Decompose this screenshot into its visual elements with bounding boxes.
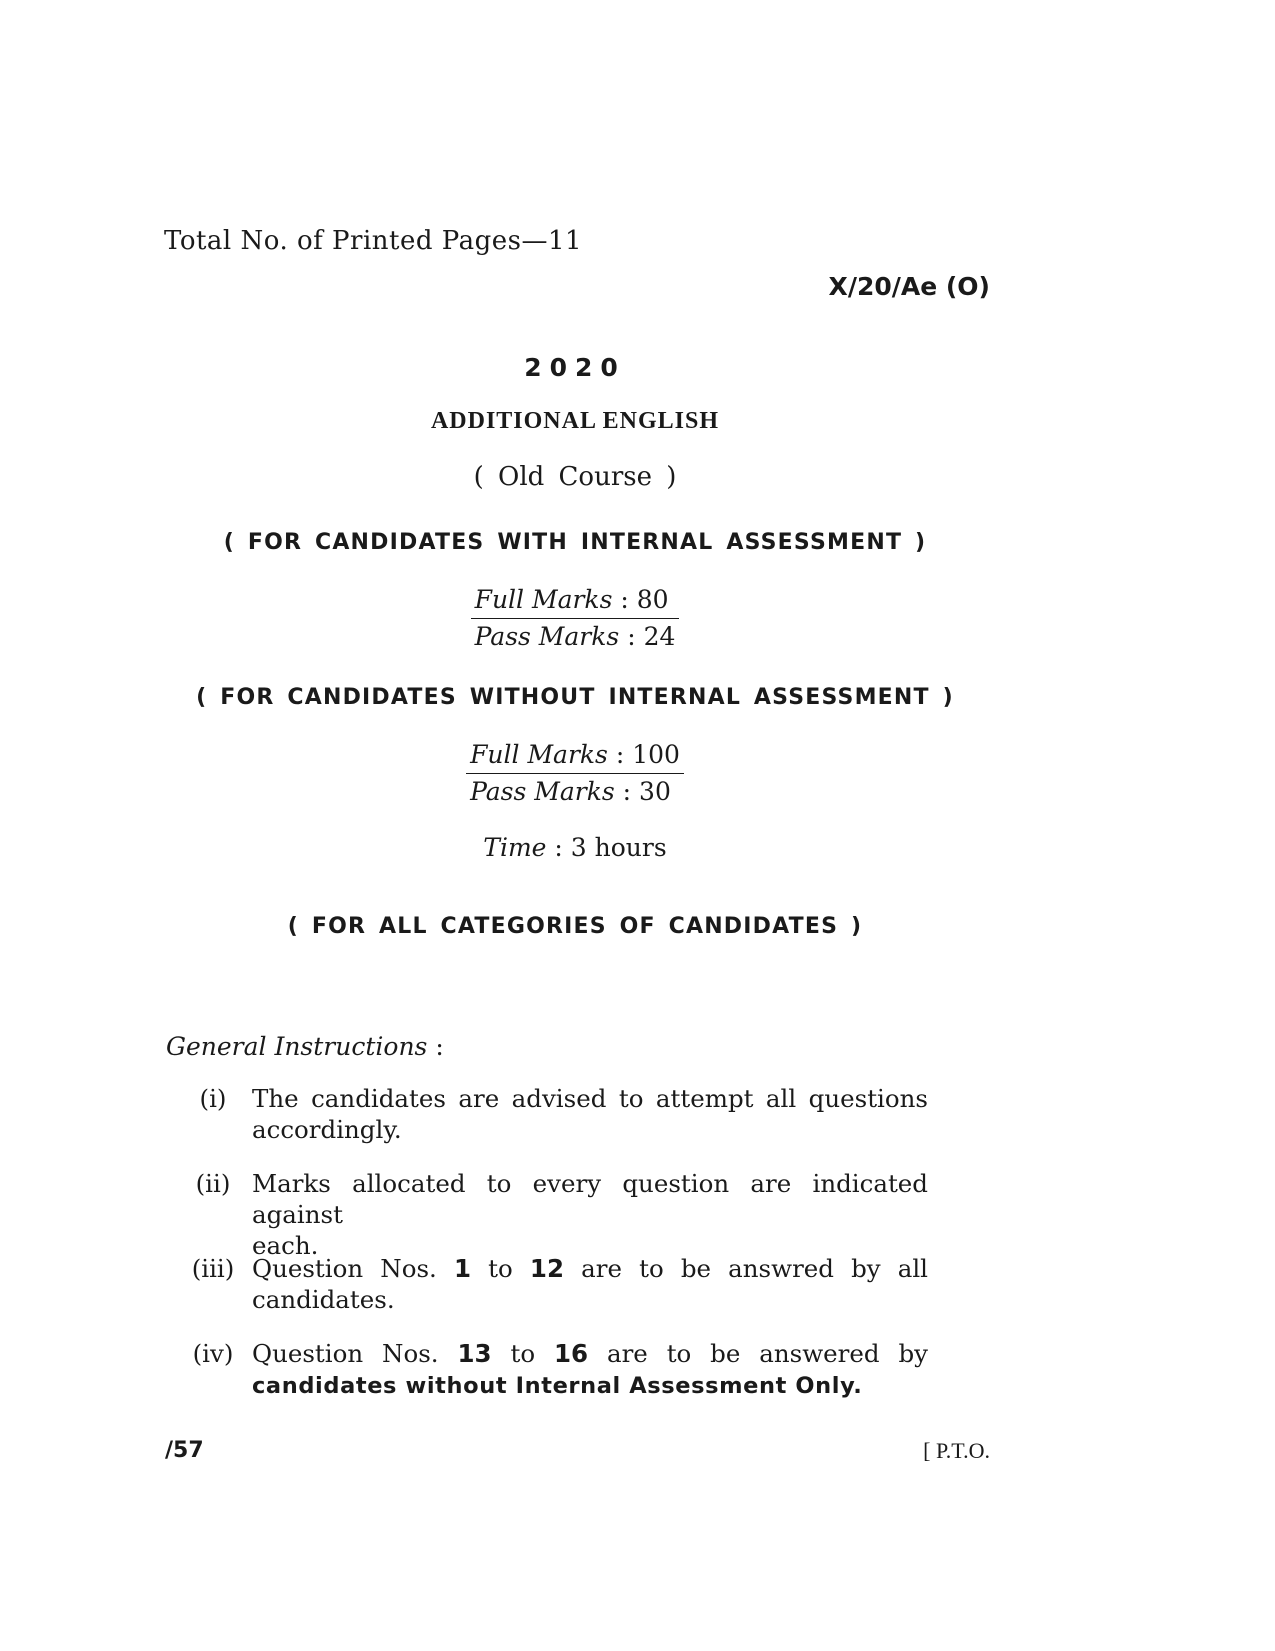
full-marks-label: Full Marks [470, 740, 608, 769]
full-marks-row [466, 737, 684, 774]
general-instructions-heading [166, 1032, 444, 1061]
instruction-number: (iii) [191, 1254, 235, 1283]
instruction-item [188, 1253, 928, 1315]
marks-without-ia [0, 737, 1150, 810]
instruction-text-line2: candidates without Internal Assessment Only. [252, 1373, 863, 1399]
pto-marker: [ P.T.O. [923, 1438, 990, 1463]
instruction-number: (i) [199, 1084, 227, 1113]
pass-marks-row [466, 774, 684, 810]
instruction-text-line1: Marks allocated to every question are indicated against [252, 1169, 928, 1229]
category-without-ia-heading: ( FOR CANDIDATES WITHOUT INTERNAL ASSESSMENT ) [196, 685, 954, 710]
instruction-mid: to [488, 1254, 513, 1283]
pass-marks-label: Pass Marks [470, 777, 615, 806]
category-all-heading: ( FOR ALL CATEGORIES OF CANDIDATES ) [287, 914, 863, 939]
full-marks-value: : 80 [620, 585, 669, 614]
instruction-text-line1 [252, 1253, 928, 1284]
instruction-pre: Question Nos. [252, 1254, 437, 1283]
full-marks-label: Full Marks [474, 585, 613, 614]
pass-marks-label: Pass Marks [474, 622, 620, 651]
time-allowed [0, 833, 1150, 862]
paper-code: X/20/Ae (O) [828, 272, 990, 301]
full-marks-row [471, 582, 680, 619]
instruction-mid: to [510, 1339, 536, 1368]
total-printed-pages: Total No. of Printed Pages—11 [164, 226, 583, 256]
instruction-post: are to be answered by [606, 1339, 928, 1368]
time-value: : 3 hours [554, 833, 667, 862]
category-with-ia-heading: ( FOR CANDIDATES WITH INTERNAL ASSESSMENT ) [223, 530, 927, 555]
question-number-start: 13 [457, 1339, 492, 1368]
instruction-item [188, 1083, 928, 1145]
pass-marks-value: : 30 [622, 777, 671, 806]
time-label: Time [483, 833, 547, 862]
instruction-text-line1 [252, 1338, 928, 1369]
pass-marks-row [471, 619, 680, 655]
pass-marks-value: : 24 [627, 622, 676, 651]
subject-title: ADDITIONAL ENGLISH [430, 408, 720, 434]
general-instructions-label: General Instructions [166, 1032, 428, 1061]
instruction-text-line1: The candidates are advised to attempt all questions [252, 1084, 928, 1113]
instruction-text-line2: candidates. [252, 1285, 395, 1314]
question-number-end: 12 [529, 1254, 565, 1283]
marks-with-ia [0, 582, 1150, 655]
instruction-post: are to be answred by all [581, 1254, 929, 1283]
question-number-end: 16 [553, 1339, 589, 1368]
instruction-item [188, 1338, 928, 1402]
course-type: ( Old Course ) [473, 462, 677, 492]
instruction-number: (ii) [195, 1169, 231, 1198]
full-marks-value: : 100 [615, 740, 680, 769]
exam-year: 2020 [524, 353, 626, 382]
instruction-number: (iv) [192, 1339, 234, 1368]
instruction-text-line2: each. [252, 1231, 319, 1260]
general-instructions-colon: : [435, 1032, 444, 1061]
footer-code: /57 [165, 1438, 204, 1463]
question-number-start: 1 [453, 1254, 472, 1283]
instruction-pre: Question Nos. [252, 1339, 439, 1368]
instruction-item [188, 1168, 928, 1261]
instruction-text-line2: accordingly. [252, 1115, 402, 1144]
